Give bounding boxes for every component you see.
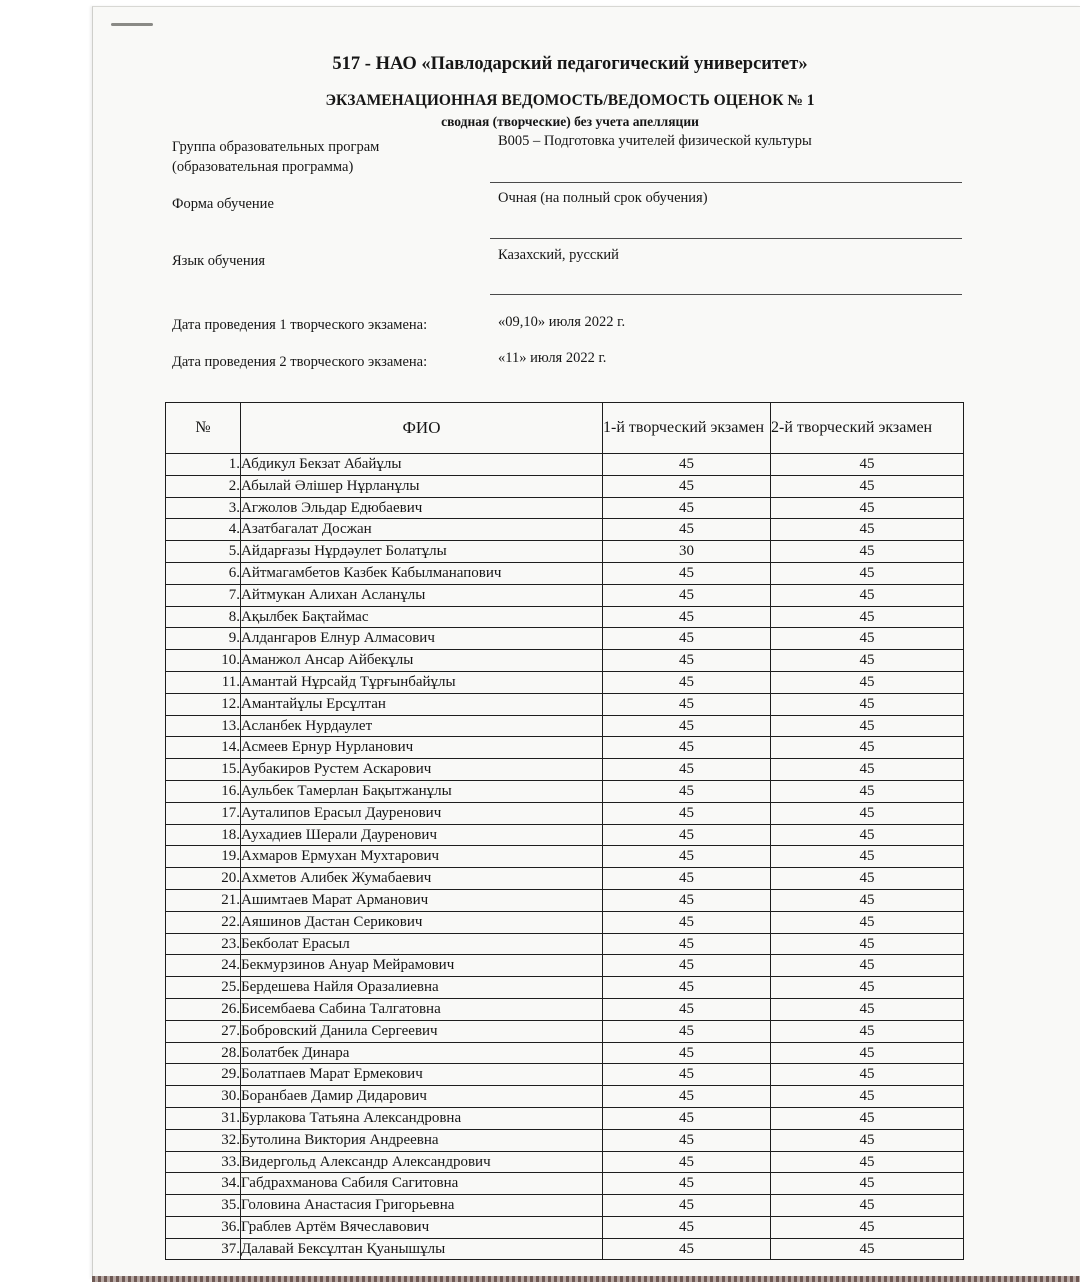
sheet-bottom-edge — [92, 1276, 1080, 1282]
exam2-score: 45 — [771, 541, 964, 563]
exam1-score: 45 — [603, 824, 771, 846]
student-name: Агжолов Эльдар Едюбаевич — [241, 497, 603, 519]
exam1-score: 45 — [603, 671, 771, 693]
exam2-score: 45 — [771, 562, 964, 584]
student-name: Аульбек Тамерлан Бақытжанұлы — [241, 780, 603, 802]
document-subtitle: сводная (творческие) без учета апелляции — [441, 114, 699, 129]
student-name: Ахметов Алибек Жумабаевич — [241, 868, 603, 890]
exam1-score: 45 — [603, 650, 771, 672]
table-row — [166, 628, 964, 650]
row-number: 21. — [166, 889, 241, 911]
exam1-score: 45 — [603, 606, 771, 628]
exam2-score: 45 — [771, 1042, 964, 1064]
exam1-score: 45 — [603, 1107, 771, 1129]
table-row — [166, 1151, 964, 1173]
grades-table-body — [166, 454, 964, 1260]
exam1-score: 45 — [603, 933, 771, 955]
column-header-number: № — [166, 403, 241, 454]
table-row — [166, 977, 964, 999]
student-name: Аяшинов Дастан Серикович — [241, 911, 603, 933]
student-name: Азатбагалат Досжан — [241, 519, 603, 541]
student-name: Ақылбек Бақтаймас — [241, 606, 603, 628]
student-name: Граблев Артём Вячеславович — [241, 1216, 603, 1238]
column-header-exam1: 1-й творческий экзамен — [603, 403, 771, 454]
row-number: 3. — [166, 497, 241, 519]
row-number: 24. — [166, 955, 241, 977]
student-name: Габдрахманова Сабиля Сагитовна — [241, 1173, 603, 1195]
exam2-score: 45 — [771, 628, 964, 650]
student-name: Болатпаев Марат Ермекович — [241, 1064, 603, 1086]
table-row — [166, 475, 964, 497]
exam2-score: 45 — [771, 606, 964, 628]
language-value: Казахский, русский — [498, 247, 619, 263]
row-number: 22. — [166, 911, 241, 933]
exam1-score: 45 — [603, 454, 771, 476]
row-number: 19. — [166, 846, 241, 868]
student-name: Айдарғазы Нұрдәулет Болатұлы — [241, 541, 603, 563]
table-row — [166, 1238, 964, 1260]
student-name: Айтмагамбетов Казбек Кабылманапович — [241, 562, 603, 584]
student-name: Айтмукан Алихан Асланұлы — [241, 584, 603, 606]
table-row — [166, 541, 964, 563]
table-row — [166, 802, 964, 824]
student-name: Бисембаева Сабина Талгатовна — [241, 998, 603, 1020]
table-row — [166, 454, 964, 476]
table-row — [166, 650, 964, 672]
exam2-score: 45 — [771, 1216, 964, 1238]
table-row — [166, 737, 964, 759]
exam2-score: 45 — [771, 998, 964, 1020]
table-row — [166, 1195, 964, 1217]
study-form-underline — [490, 238, 962, 239]
row-number: 29. — [166, 1064, 241, 1086]
exam2-date-label: Дата проведения 2 творческого экзамена: — [172, 354, 428, 370]
exam1-score: 45 — [603, 1129, 771, 1151]
exam2-score: 45 — [771, 1129, 964, 1151]
exam1-score: 45 — [603, 1151, 771, 1173]
table-row — [166, 1129, 964, 1151]
table-row — [166, 846, 964, 868]
exam2-score: 45 — [771, 955, 964, 977]
group-underline — [490, 182, 962, 183]
exam1-score: 45 — [603, 802, 771, 824]
row-number: 15. — [166, 759, 241, 781]
row-number: 34. — [166, 1173, 241, 1195]
exam2-score: 45 — [771, 780, 964, 802]
row-number: 1. — [166, 454, 241, 476]
exam1-score: 45 — [603, 1173, 771, 1195]
row-number: 28. — [166, 1042, 241, 1064]
exam2-score: 45 — [771, 475, 964, 497]
study-form-value: Очная (на полный срок обучения) — [498, 190, 708, 206]
exam2-score: 45 — [771, 1195, 964, 1217]
exam1-score: 45 — [603, 497, 771, 519]
row-number: 23. — [166, 933, 241, 955]
row-number: 25. — [166, 977, 241, 999]
student-name: Алдангаров Елнур Алмасович — [241, 628, 603, 650]
exam2-date-value: «11» июля 2022 г. — [498, 350, 607, 366]
student-name: Ауталипов Ерасыл Дауренович — [241, 802, 603, 824]
exam1-score: 45 — [603, 846, 771, 868]
row-number: 33. — [166, 1151, 241, 1173]
row-number: 5. — [166, 541, 241, 563]
table-row — [166, 911, 964, 933]
exam2-score: 45 — [771, 868, 964, 890]
row-number: 9. — [166, 628, 241, 650]
document-title: ЭКЗАМЕНАЦИОННАЯ ВЕДОМОСТЬ/ВЕДОМОСТЬ ОЦЕНОК № 1 — [325, 92, 815, 109]
student-name: Аманжол Ансар Айбекұлы — [241, 650, 603, 672]
exam1-score: 30 — [603, 541, 771, 563]
student-name: Видергольд Александр Александрович — [241, 1151, 603, 1173]
table-row — [166, 1042, 964, 1064]
exam1-score: 45 — [603, 1064, 771, 1086]
exam2-score: 45 — [771, 737, 964, 759]
table-row — [166, 1216, 964, 1238]
student-name: Бекболат Ерасыл — [241, 933, 603, 955]
exam1-score: 45 — [603, 780, 771, 802]
exam2-score: 45 — [771, 650, 964, 672]
exam2-score: 45 — [771, 497, 964, 519]
table-row — [166, 715, 964, 737]
table-row — [166, 1107, 964, 1129]
exam1-score: 45 — [603, 475, 771, 497]
exam1-date-label: Дата проведения 1 творческого экзамена: — [172, 317, 428, 333]
exam1-score: 45 — [603, 998, 771, 1020]
table-row — [166, 671, 964, 693]
table-row — [166, 1020, 964, 1042]
column-header-exam2: 2-й творческий экзамен — [771, 403, 964, 454]
student-name: Бутолина Виктория Андреевна — [241, 1129, 603, 1151]
table-row — [166, 998, 964, 1020]
student-name: Далавай Бексұлтан Қуанышұлы — [241, 1238, 603, 1260]
student-name: Амантайұлы Ерсұлтан — [241, 693, 603, 715]
row-number: 7. — [166, 584, 241, 606]
table-row — [166, 889, 964, 911]
student-name: Ахмаров Ермухан Мухтарович — [241, 846, 603, 868]
exam2-score: 45 — [771, 671, 964, 693]
table-row — [166, 693, 964, 715]
exam1-score: 45 — [603, 715, 771, 737]
group-label-line1: Группа образовательных програм — [172, 139, 380, 155]
group-value: В005 – Подготовка учителей физической культуры — [498, 133, 812, 149]
row-number: 17. — [166, 802, 241, 824]
exam1-score: 45 — [603, 1195, 771, 1217]
student-name: Болатбек Динара — [241, 1042, 603, 1064]
row-number: 13. — [166, 715, 241, 737]
exam2-score: 45 — [771, 1238, 964, 1260]
exam1-score: 45 — [603, 1086, 771, 1108]
exam1-score: 45 — [603, 868, 771, 890]
student-name: Бердешева Найля Оразалиевна — [241, 977, 603, 999]
exam2-score: 45 — [771, 759, 964, 781]
exam2-score: 45 — [771, 715, 964, 737]
exam2-score: 45 — [771, 824, 964, 846]
table-row — [166, 1064, 964, 1086]
row-number: 11. — [166, 671, 241, 693]
exam2-score: 45 — [771, 846, 964, 868]
staple-mark — [111, 23, 153, 26]
exam2-score: 45 — [771, 889, 964, 911]
exam2-score: 45 — [771, 1151, 964, 1173]
student-name: Боранбаев Дамир Дидарович — [241, 1086, 603, 1108]
row-number: 20. — [166, 868, 241, 890]
exam2-score: 45 — [771, 911, 964, 933]
table-row — [166, 824, 964, 846]
exam2-score: 45 — [771, 1064, 964, 1086]
student-name: Абылай Әлішер Нұрланұлы — [241, 475, 603, 497]
table-row — [166, 562, 964, 584]
table-row — [166, 519, 964, 541]
grades-table — [165, 402, 964, 1260]
row-number: 32. — [166, 1129, 241, 1151]
exam2-score: 45 — [771, 933, 964, 955]
table-row — [166, 868, 964, 890]
exam2-score: 45 — [771, 977, 964, 999]
table-row — [166, 759, 964, 781]
exam1-score: 45 — [603, 889, 771, 911]
table-row — [166, 1086, 964, 1108]
student-name: Асмеев Ернур Нурланович — [241, 737, 603, 759]
study-form-label: Форма обучение — [172, 196, 274, 212]
row-number: 14. — [166, 737, 241, 759]
exam2-score: 45 — [771, 1086, 964, 1108]
exam1-score: 45 — [603, 759, 771, 781]
student-name: Головина Анастасия Григорьевна — [241, 1195, 603, 1217]
exam1-score: 45 — [603, 562, 771, 584]
row-number: 6. — [166, 562, 241, 584]
row-number: 12. — [166, 693, 241, 715]
exam1-score: 45 — [603, 628, 771, 650]
table-row — [166, 497, 964, 519]
exam2-score: 45 — [771, 802, 964, 824]
row-number: 31. — [166, 1107, 241, 1129]
student-name: Амантай Нұрсайд Тұрғынбайұлы — [241, 671, 603, 693]
group-label-line2: (образовательная программа) — [172, 159, 354, 175]
exam2-score: 45 — [771, 1020, 964, 1042]
row-number: 30. — [166, 1086, 241, 1108]
exam1-score: 45 — [603, 693, 771, 715]
row-number: 37. — [166, 1238, 241, 1260]
student-name: Ашимтаев Марат Арманович — [241, 889, 603, 911]
exam1-score: 45 — [603, 911, 771, 933]
exam1-date-value: «09,10» июля 2022 г. — [498, 314, 626, 330]
row-number: 27. — [166, 1020, 241, 1042]
table-row — [166, 606, 964, 628]
row-number: 4. — [166, 519, 241, 541]
row-number: 10. — [166, 650, 241, 672]
exam2-score: 45 — [771, 454, 964, 476]
exam1-score: 45 — [603, 1238, 771, 1260]
table-row — [166, 1173, 964, 1195]
exam2-score: 45 — [771, 519, 964, 541]
row-number: 35. — [166, 1195, 241, 1217]
table-row — [166, 933, 964, 955]
student-name: Бекмурзинов Ануар Мейрамович — [241, 955, 603, 977]
row-number: 8. — [166, 606, 241, 628]
exam1-score: 45 — [603, 1042, 771, 1064]
student-name: Бурлакова Татьяна Александровна — [241, 1107, 603, 1129]
row-number: 2. — [166, 475, 241, 497]
language-label: Язык обучения — [172, 253, 266, 269]
exam1-score: 45 — [603, 519, 771, 541]
student-name: Аубакиров Рустем Аскарович — [241, 759, 603, 781]
exam2-score: 45 — [771, 584, 964, 606]
student-name: Бобровский Данила Сергеевич — [241, 1020, 603, 1042]
exam1-score: 45 — [603, 977, 771, 999]
grades-table-header — [166, 403, 964, 454]
exam1-score: 45 — [603, 1216, 771, 1238]
exam2-score: 45 — [771, 1107, 964, 1129]
student-name: Асланбек Нурдаулет — [241, 715, 603, 737]
exam1-score: 45 — [603, 955, 771, 977]
row-number: 26. — [166, 998, 241, 1020]
university-title: 517 - НАО «Павлодарский педагогический университет» — [332, 54, 808, 74]
language-underline — [490, 294, 962, 295]
exam1-score: 45 — [603, 584, 771, 606]
row-number: 36. — [166, 1216, 241, 1238]
column-header-fio: ФИО — [241, 403, 603, 454]
row-number: 16. — [166, 780, 241, 802]
exam2-score: 45 — [771, 693, 964, 715]
student-name: Аухадиев Шерали Дауренович — [241, 824, 603, 846]
table-row — [166, 955, 964, 977]
exam1-score: 45 — [603, 737, 771, 759]
exam2-score: 45 — [771, 1173, 964, 1195]
exam1-score: 45 — [603, 1020, 771, 1042]
student-name: Абдикул Бекзат Абайұлы — [241, 454, 603, 476]
table-row — [166, 584, 964, 606]
row-number: 18. — [166, 824, 241, 846]
table-row — [166, 780, 964, 802]
